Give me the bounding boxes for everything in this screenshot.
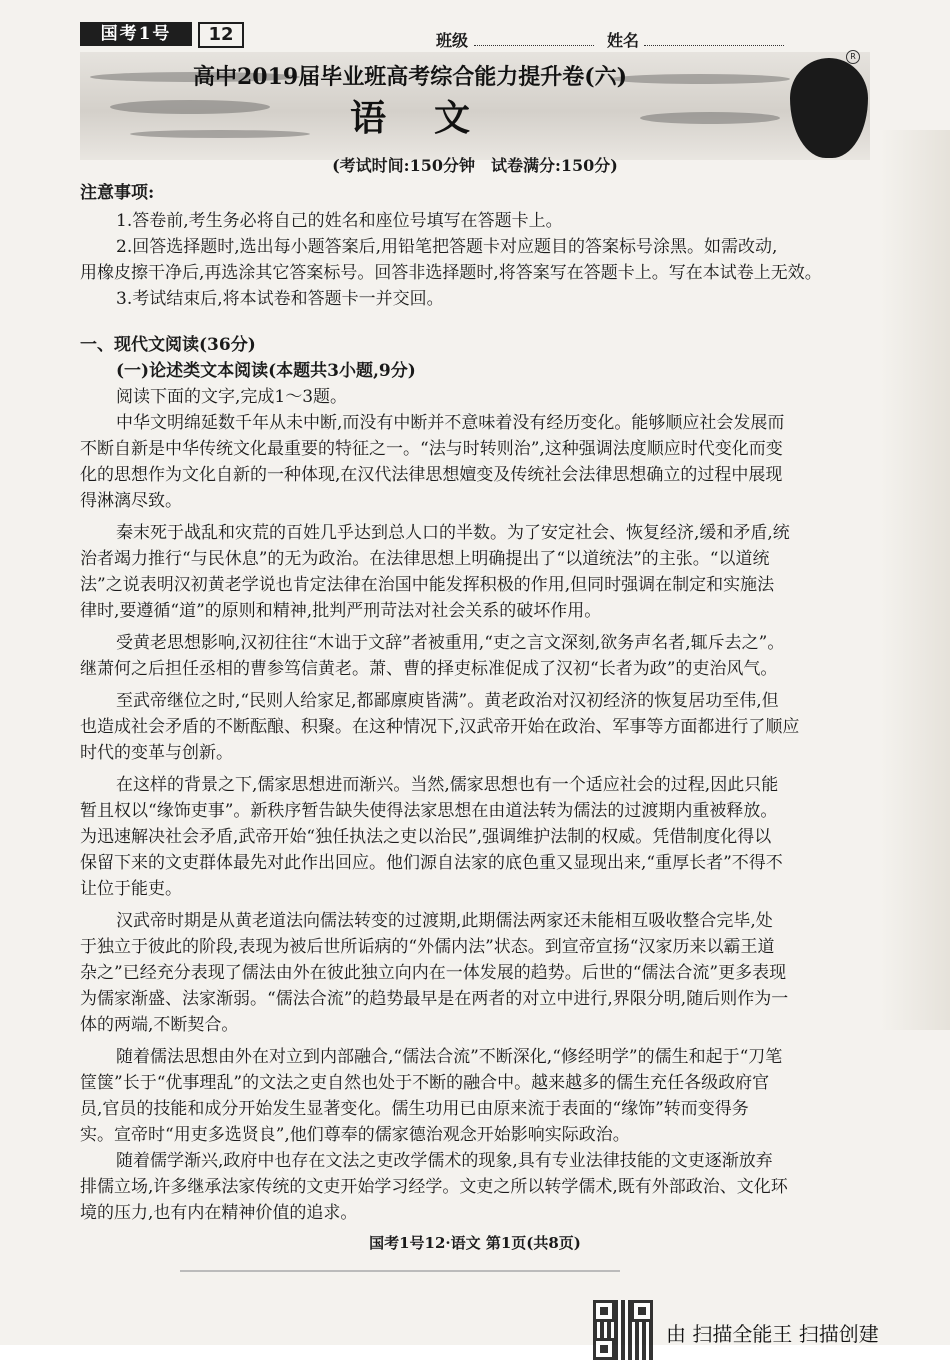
passage-line: 为儒家渐盛、法家渐弱。“儒法合流”的趋势最早是在两者的对立中进行,界限分明,随后则作为一 <box>80 989 789 1009</box>
class-label: 班级 <box>436 31 469 50</box>
passage-line: 实。宣帝时“用吏多选贤良”,他们尊奉的儒家德治观念开始影响实际政治。 <box>80 1125 630 1145</box>
passage-line: 至武帝继位之时,“民则人给家足,都鄙廪庾皆满”。黄老政治对汉初经济的恢复居功至伟,但 <box>116 691 779 711</box>
passage-line: 继萧何之后担任丞相的曹参笃信黄老。萧、曹的择吏标准促成了汉初“长者为政”的吏治风气。 <box>80 659 778 679</box>
registered-mark-icon: R <box>846 50 860 64</box>
name-blank-line <box>644 45 784 46</box>
page-edge-shadow <box>880 130 950 1030</box>
section-title: 一、现代文阅读(36分) <box>80 335 256 355</box>
page-footer: 国考1号12·语文 第1页(共8页) <box>369 1234 581 1252</box>
series-label: 国考1号 <box>80 22 192 46</box>
notice-line: 3.考试结束后,将本试卷和答题卡一并交回。 <box>116 289 444 309</box>
name-label: 姓名 <box>607 31 640 50</box>
notice-line: 用橡皮擦干净后,再选涂其它答案标号。回答非选择题时,将答案写在答题卡上。写在本试卷上无效。 <box>80 263 822 283</box>
passage-line: 秦末死于战乱和灾荒的百姓几乎达到总人口的半数。为了安定社会、恢复经济,缓和矛盾,统 <box>116 523 790 543</box>
qr-code-icon <box>593 1300 653 1360</box>
passage-line: 受黄老思想影响,汉初往往“木诎于文辞”者被重用,“吏之言文深刻,欲务声名者,辄斥去之”。 <box>116 633 785 653</box>
passage-line: 不断自新是中华传统文化最重要的特征之一。“法与时转则治”,这种强调法度顺应时代变化而变 <box>80 439 783 459</box>
subsection-title: (一)论述类文本阅读(本题共3小题,9分) <box>116 361 416 381</box>
qr-finder-icon <box>593 1338 615 1360</box>
passage-line: 筐箧”长于“优事理乱”的文法之吏自然也处于不断的融合中。越来越多的儒生充任各级政府官 <box>80 1073 770 1093</box>
passage-line: 随着儒学渐兴,政府中也存在文法之吏改学儒术的现象,具有专业法律技能的文吏逐渐放弃 <box>116 1151 773 1171</box>
footer-rule <box>180 1270 620 1272</box>
passage-line: 中华文明绵延数千年从未中断,而没有中断并不意味着没有经历变化。能够顺应社会发展而 <box>116 413 785 433</box>
qr-finder-icon <box>631 1300 653 1322</box>
passage-line: 化的思想作为文化自新的一种体现,在汉代法律思想嬗变及传统社会法律思想确立的过程中展现 <box>80 465 783 485</box>
passage-line: 为迅速解决社会矛盾,武帝开始“独任执法之吏以治民”,强调维护法制的权威。凭借制度化得以 <box>80 827 772 847</box>
exam-title: 高中2019届毕业班高考综合能力提升卷(六) <box>192 64 628 90</box>
class-blank-line <box>474 45 594 46</box>
notice-line: 1.答卷前,考生务必将自己的姓名和座位号填写在答题卡上。 <box>116 211 563 231</box>
passage-line: 治者竭力推行“与民休息”的无为政治。在法律思想上明确提出了“以道统法”的主张。“以道统 <box>80 549 770 569</box>
passage-line: 体的两端,不断契合。 <box>80 1015 239 1035</box>
passage-line: 时代的变革与创新。 <box>80 743 233 763</box>
passage-line: 得淋漓尽致。 <box>80 491 182 511</box>
reading-instruction: 阅读下面的文字,完成1～3题。 <box>116 387 348 407</box>
notice-title: 注意事项: <box>80 183 155 203</box>
passage-line: 法”之说表明汉初黄老学说也肯定法律在治国中能发挥积极的作用,但同时强调在制定和实施法 <box>80 575 775 595</box>
scanner-watermark: 由 扫描全能王 扫描创建 <box>666 1322 879 1346</box>
passage-line: 杂之”已经充分表现了儒法由外在彼此独立向内在一体发展的趋势。后世的“儒法合流”更多表现 <box>80 963 787 983</box>
exam-info: (考试时间:150分钟 试卷满分:150分) <box>332 156 618 175</box>
passage-line: 暂且权以“缘饰吏事”。新秩序暂告缺失使得法家思想在由道法转为儒法的过渡期内重被释放。 <box>80 801 778 821</box>
qr-finder-icon <box>593 1300 615 1322</box>
passage-line: 汉武帝时期是从黄老道法向儒法转变的过渡期,此期儒法两家还未能相互吸收整合完毕,处 <box>116 911 773 931</box>
passage-line: 在这样的背景之下,儒家思想进而渐兴。当然,儒家思想也有一个适应社会的过程,因此只能 <box>116 775 779 795</box>
passage-line: 让位于能吏。 <box>80 879 182 899</box>
passage-line: 也造成社会矛盾的不断酝酿、积聚。在这种情况下,汉武帝开始在政治、军事等方面都进行了顺应 <box>80 717 800 737</box>
passage-line: 律时,要遵循“道”的原则和精神,批判严刑苛法对社会关系的破坏作用。 <box>80 601 602 621</box>
passage-line: 境的压力,也有内在精神价值的追求。 <box>80 1203 358 1223</box>
series-number: 12 <box>198 22 244 48</box>
passage-line: 排儒立场,许多继承法家传统的文吏开始学习经学。文吏之所以转学儒术,既有外部政治、文化环 <box>80 1177 788 1197</box>
passage-line: 随着儒法思想由外在对立到内部融合,“儒法合流”不断深化,“修经明学”的儒生和起于“刀笔 <box>116 1047 783 1067</box>
notice-line: 2.回答选择题时,选出每小题答案后,用铅笔把答题卡对应题目的答案标号涂黑。如需改动, <box>116 237 778 257</box>
subject-title: 语文 <box>349 97 518 139</box>
passage-line: 于独立于彼此的阶段,表现为被后世所诟病的“外儒内法”状态。到宣帝宣扬“汉家历来以霸王道 <box>80 937 775 957</box>
passage-line: 保留下来的文吏群体最先对此作出回应。他们源自法家的底色重又显现出来,“重厚长者”不得不 <box>80 853 783 873</box>
passage-line: 员,官员的技能和成分开始发生显著变化。儒生功用已由原来流于表面的“缘饰”转而变得务 <box>80 1099 749 1119</box>
